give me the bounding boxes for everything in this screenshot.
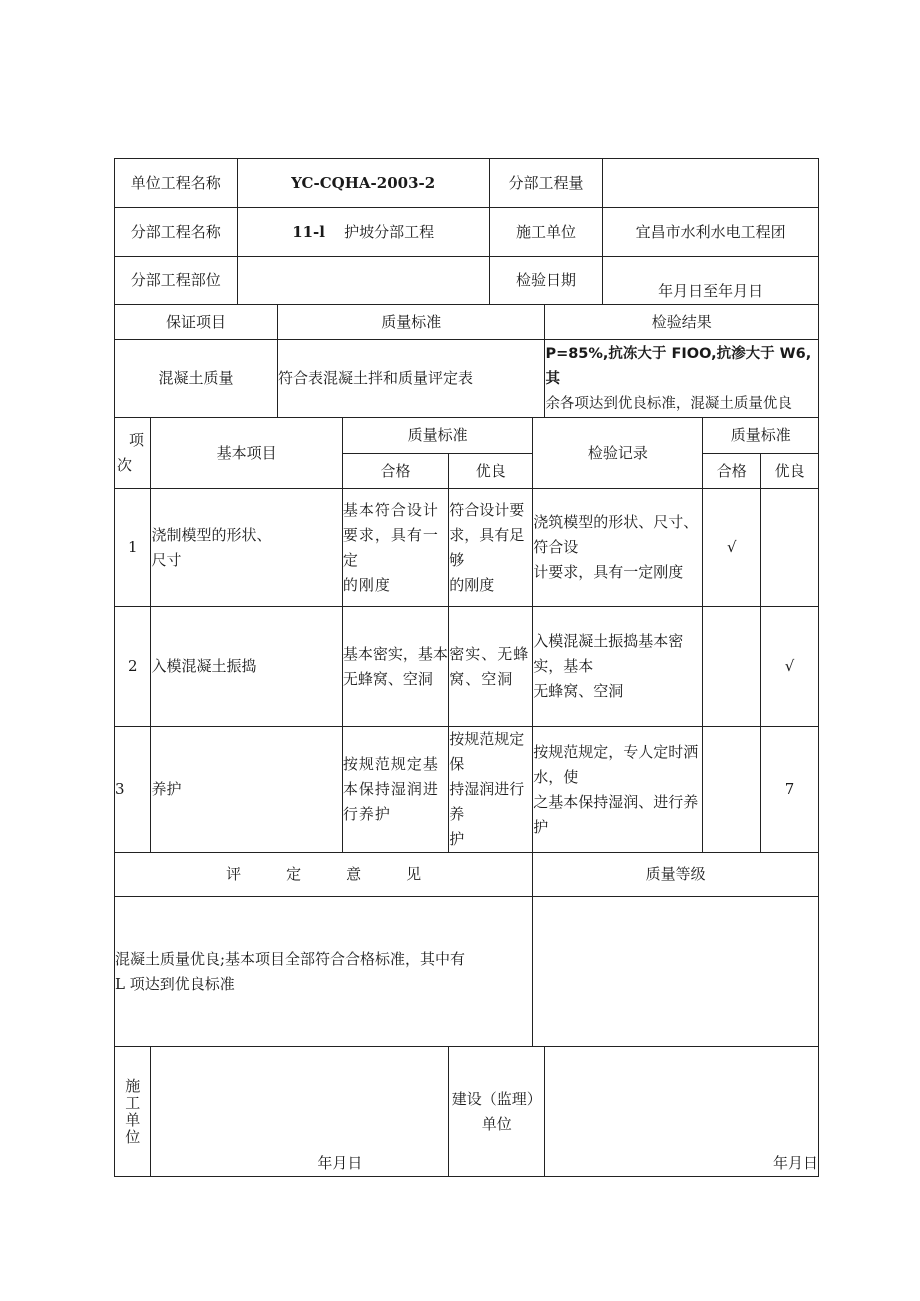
guarantee-result-header: 检验结果 (545, 305, 819, 340)
grade-pass-mark: √ (703, 489, 761, 607)
excellent-line: 持湿润进行养 (449, 780, 525, 823)
row-item-line: 养护 (151, 780, 182, 798)
row-item-line: 入模混凝土振捣 (151, 657, 257, 675)
grade-excellent-header: 优良 (761, 454, 819, 489)
pass-line: 基本密实，基本 (342, 644, 448, 663)
pass-line: 本保持湿润进 (342, 780, 439, 798)
row-seq: 3 (115, 727, 151, 853)
supervision-unit-label (449, 1047, 545, 1177)
inspection-date-label: 检验日期 (489, 257, 602, 305)
pass-line: 的刚度 (342, 575, 391, 594)
assessment-opinion (115, 897, 533, 1047)
sub-project-quantity-value (603, 159, 819, 208)
opinion-line: 混凝土质量优良;基本项目全部符合合格标准，其中有 (115, 949, 466, 968)
pass-line: 要求，具有一定 (342, 525, 439, 569)
pass-line: 无蜂窝、空洞 (342, 669, 433, 688)
grade-excellent-mark: √ (761, 607, 819, 727)
sub-project-location-label: 分部工程部位 (115, 257, 238, 305)
row-pass-standard (342, 489, 448, 607)
construction-unit-char: 施 (125, 1076, 141, 1095)
grade-pass-mark (703, 727, 761, 853)
guarantee-result-line: 余各项达到优良标准，混凝土质量优良 (545, 396, 792, 412)
row-item-line: 浇制模型的形状、 (151, 525, 272, 544)
row-excellent-standard (449, 727, 533, 853)
row-seq: 2 (115, 607, 151, 727)
construction-unit-char: 单 (125, 1110, 141, 1129)
seq-header-2: 次 (117, 456, 133, 474)
guarantee-standard-header: 质量标准 (278, 305, 545, 340)
opinion-header-char: 见 (406, 865, 422, 883)
supervision-unit-line: 建设（监理） (451, 1089, 542, 1108)
sub-project-code: 11-l (292, 222, 325, 241)
guarantee-item: 混凝土质量 (115, 340, 278, 418)
construction-unit-sign-label (115, 1047, 151, 1177)
basic-standard-header: 质量标准 (342, 418, 532, 454)
construction-unit-char: 工 (125, 1093, 141, 1112)
inspection-date-value: 年月日至年月日 (603, 257, 819, 305)
row-item (151, 607, 342, 727)
excellent-line: 求，具有足够 (449, 525, 525, 569)
pass-line: 行养护 (342, 805, 391, 823)
pass-line: 基本符合设计 (342, 500, 439, 519)
guarantee-item-header: 保证项目 (115, 305, 278, 340)
basic-item-header: 基本项目 (151, 418, 342, 489)
grade-excellent-mark (761, 489, 819, 607)
construction-unit-label: 施工单位 (489, 208, 602, 257)
row-excellent-standard (449, 489, 533, 607)
record-line: 无蜂窝、空洞 (533, 682, 624, 700)
row-item (151, 489, 342, 607)
row-record (533, 607, 703, 727)
unit-project-name-value: YC-CQHA-2003-2 (237, 159, 489, 208)
quality-grade-header: 质量等级 (533, 853, 819, 897)
sub-project-name-label: 分部工程名称 (115, 208, 238, 257)
excellent-line: 的刚度 (449, 575, 495, 594)
grade-standard-header: 质量标准 (703, 418, 819, 454)
record-line: 浇筑模型的形状、尺寸、符合设 (533, 513, 699, 556)
row-item (151, 727, 342, 853)
row-item-line: 尺寸 (151, 550, 182, 569)
construction-unit-char: 位 (125, 1127, 141, 1146)
seq-header-1: 项 (129, 431, 145, 449)
pass-line: 按规范规定基 (342, 755, 439, 773)
opinion-header-char: 定 (286, 865, 302, 883)
record-line: 计要求，具有一定刚度 (533, 563, 684, 581)
row-record (533, 489, 703, 607)
sub-project-name-value: 护坡分部工程 (344, 222, 435, 241)
excellent-line: 窝、空洞 (449, 669, 514, 688)
quality-assessment-form (114, 158, 819, 1177)
grade-pass-header: 合格 (703, 454, 761, 489)
excellent-header: 优良 (449, 454, 533, 489)
opinion-header-char: 评 (226, 865, 242, 883)
inspection-record-header: 检验记录 (533, 418, 703, 489)
quality-grade-value (533, 897, 819, 1047)
sub-project-name-cell (237, 208, 489, 257)
supervision-unit-line: 单位 (481, 1114, 512, 1133)
grade-excellent-mark: 7 (761, 727, 819, 853)
supervision-unit-date: 年月日 (545, 1047, 819, 1177)
pass-header: 合格 (342, 454, 448, 489)
excellent-line: 按规范规定保 (449, 730, 525, 773)
sub-project-location-value (237, 257, 489, 305)
construction-unit-value: 宜昌市水利水电工程团 (603, 208, 819, 257)
opinion-header-char: 意 (346, 865, 362, 883)
grade-pass-mark (703, 607, 761, 727)
sub-project-quantity-label: 分部工程量 (489, 159, 602, 208)
guarantee-standard: 符合表混凝土拌和质量评定表 (278, 340, 545, 418)
construction-unit-date: 年月日 (151, 1047, 449, 1177)
unit-project-name-label: 单位工程名称 (115, 159, 238, 208)
row-record (533, 727, 703, 853)
row-seq: 1 (115, 489, 151, 607)
excellent-line: 符合设计要 (449, 500, 525, 519)
row-pass-standard (342, 727, 448, 853)
seq-header (115, 418, 151, 489)
row-pass-standard (342, 607, 448, 727)
record-line: 入模混凝土振捣基本密实，基本 (533, 632, 684, 675)
record-line: 按规范规定，专人定时洒水，使 (533, 742, 699, 786)
excellent-line: 护 (449, 830, 465, 848)
guarantee-result-line: P=85%,抗冻大于 FIOO,抗渗大于 W6,其 (545, 346, 812, 387)
row-excellent-standard (449, 607, 533, 727)
guarantee-result (545, 340, 819, 418)
excellent-line: 密实、无蜂 (449, 644, 530, 663)
record-line: 之基本保持湿润、进行养护 (533, 792, 699, 836)
opinion-line: L 项达到优良标准 (115, 974, 235, 993)
opinion-header (115, 853, 533, 897)
